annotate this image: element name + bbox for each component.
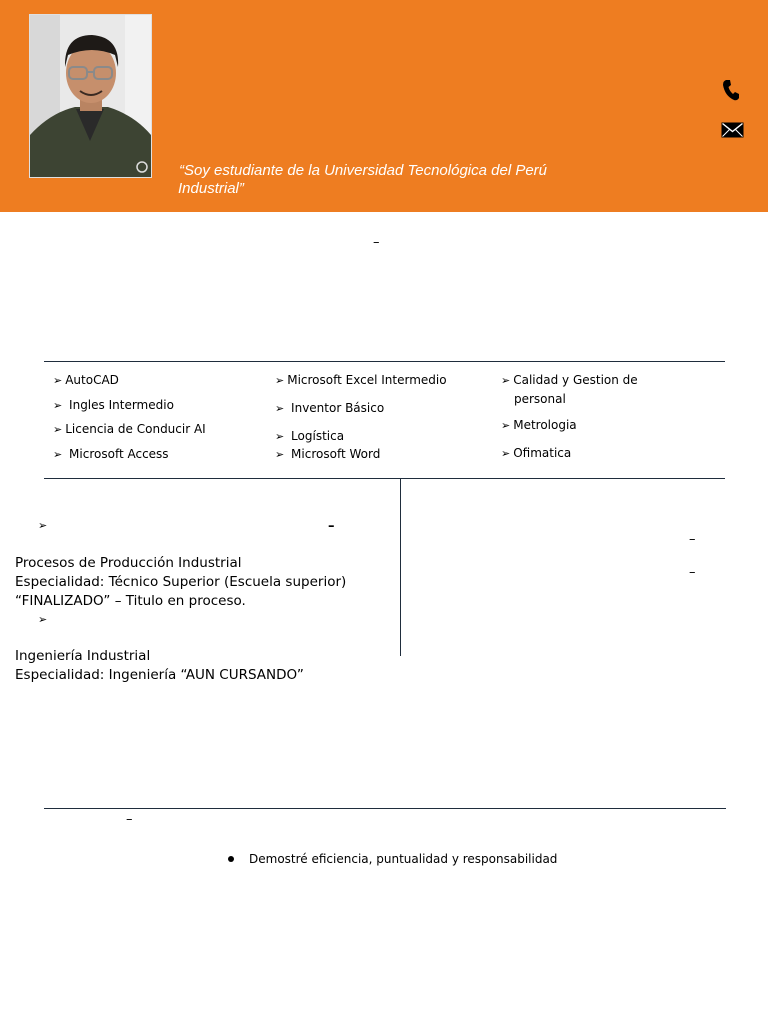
education-specialty: Especialidad: Ingeniería “AUN CURSANDO” bbox=[15, 667, 304, 683]
separator-dash-bottom: – bbox=[126, 812, 133, 827]
separator-dash-top: – bbox=[373, 235, 380, 250]
skill-label: Ingles Intermedio bbox=[69, 398, 174, 412]
skill-label: Logística bbox=[291, 429, 345, 443]
skill-item bbox=[53, 372, 119, 389]
header-banner bbox=[0, 0, 768, 212]
skill-label: Ofimatica bbox=[513, 446, 572, 460]
skill-item bbox=[501, 371, 664, 408]
skill-item bbox=[275, 400, 384, 417]
education-entry-2 bbox=[15, 647, 304, 685]
separator-dash: – bbox=[689, 565, 696, 580]
skill-item bbox=[53, 397, 174, 414]
skill-label: Microsoft Word bbox=[291, 447, 381, 461]
arrow-bullet-icon: ➢ bbox=[53, 448, 63, 461]
avatar-photo-illustration bbox=[30, 15, 151, 177]
skill-label: Licencia de Conducir AI bbox=[65, 422, 206, 436]
experience-bullet-item bbox=[228, 851, 557, 867]
arrow-bullet-icon: ➢ bbox=[501, 447, 511, 460]
mail-icon bbox=[721, 122, 744, 138]
skill-label: AutoCAD bbox=[65, 373, 119, 387]
skill-item bbox=[275, 446, 380, 463]
skill-label: Inventor Básico bbox=[291, 401, 385, 415]
skill-label: Microsoft Access bbox=[69, 447, 169, 461]
arrow-bullet-icon: ➢ bbox=[38, 519, 48, 532]
separator-dash: – bbox=[328, 519, 335, 534]
education-title: Procesos de Producción Industrial bbox=[15, 555, 242, 571]
skill-label: Microsoft Excel Intermedio bbox=[287, 373, 447, 387]
arrow-bullet-icon: ➢ bbox=[275, 374, 285, 387]
skills-bottom-rule bbox=[44, 478, 725, 479]
arrow-bullet-icon: ➢ bbox=[53, 399, 63, 412]
skill-item bbox=[501, 445, 571, 462]
education-entry-1 bbox=[15, 554, 346, 611]
arrow-bullet-icon: ➢ bbox=[501, 419, 511, 432]
quote-line-2: Industrial” bbox=[178, 180, 244, 197]
education-status: “FINALIZADO” – Titulo en proceso. bbox=[15, 593, 246, 609]
skill-item bbox=[53, 446, 169, 463]
header-quote bbox=[178, 162, 598, 198]
education-title: Ingeniería Industrial bbox=[15, 648, 151, 664]
quote-line-1: “Soy estudiante de la Universidad Tecnológica del Perú bbox=[179, 162, 548, 179]
skill-item bbox=[275, 372, 447, 389]
separator-dash: – bbox=[689, 532, 696, 547]
experience-bullet-text: Demostré eficiencia, puntualidad y responsabilidad bbox=[249, 852, 558, 866]
phone-icon bbox=[722, 79, 740, 101]
bullet-dot-icon bbox=[228, 856, 234, 862]
arrow-bullet-icon: ➢ bbox=[275, 448, 285, 461]
avatar-photo bbox=[29, 14, 152, 178]
skill-item bbox=[53, 421, 206, 438]
skill-label: Calidad y Gestion de personal bbox=[513, 373, 638, 406]
skills-top-rule bbox=[44, 361, 725, 362]
skill-label: Metrologia bbox=[513, 418, 577, 432]
education-specialty: Especialidad: Técnico Superior (Escuela superior) bbox=[15, 574, 347, 590]
arrow-bullet-icon: ➢ bbox=[275, 430, 285, 443]
arrow-bullet-icon: ➢ bbox=[38, 613, 48, 626]
experience-top-rule bbox=[44, 808, 726, 809]
arrow-bullet-icon: ➢ bbox=[53, 374, 63, 387]
skill-item bbox=[501, 417, 577, 434]
arrow-bullet-icon: ➢ bbox=[275, 402, 285, 415]
arrow-bullet-icon: ➢ bbox=[53, 423, 63, 436]
column-divider bbox=[400, 479, 401, 656]
arrow-bullet-icon: ➢ bbox=[501, 374, 511, 387]
skill-item bbox=[275, 428, 344, 445]
